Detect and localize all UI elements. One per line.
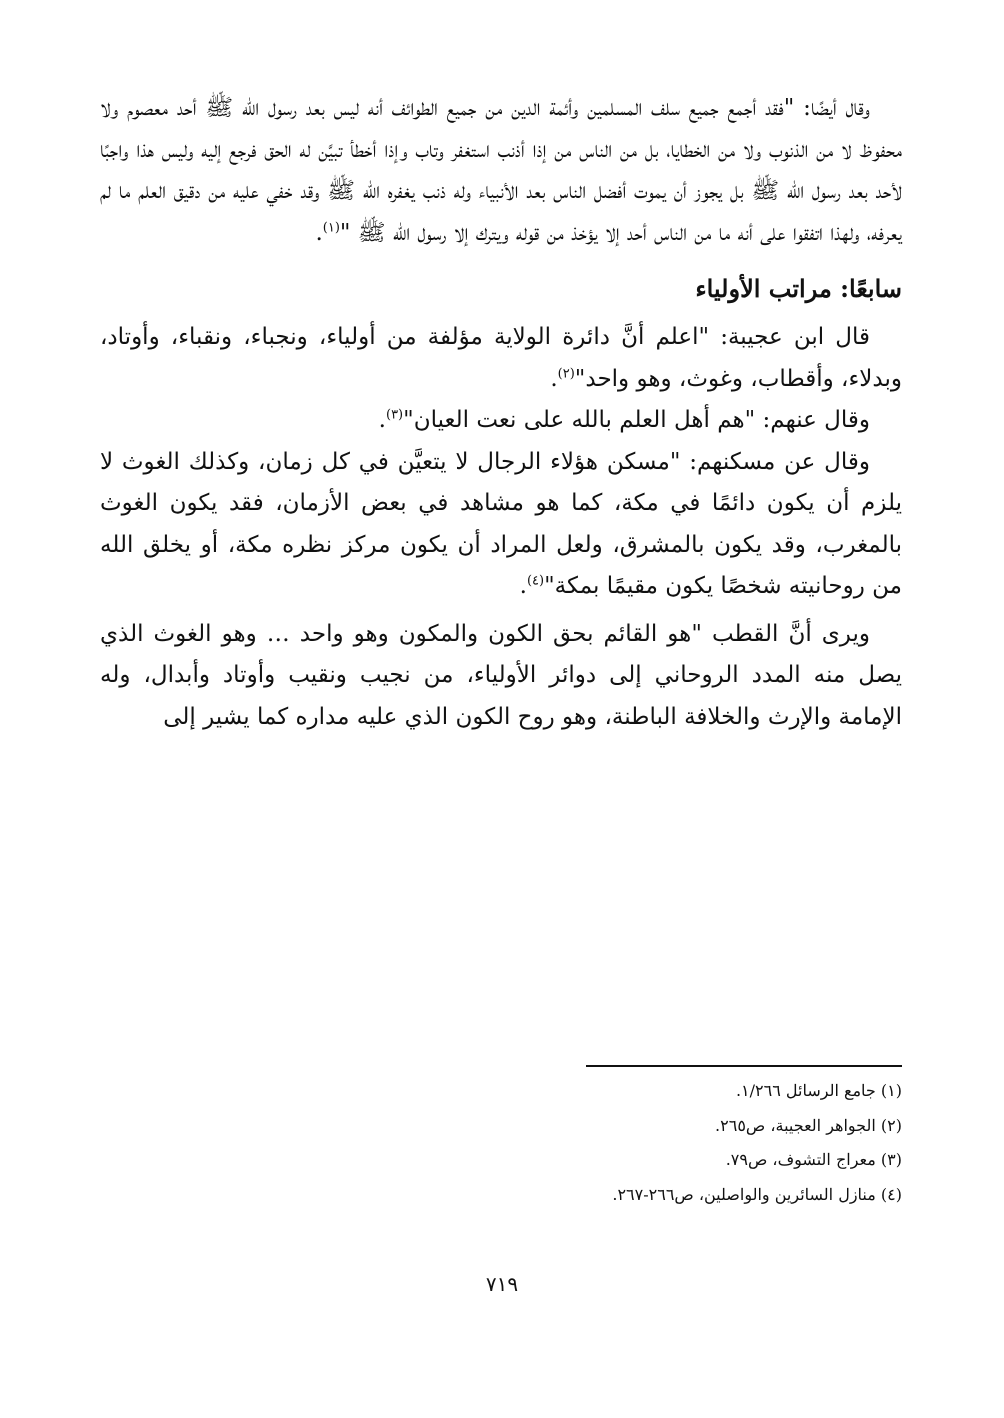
section-heading: سابعًا: مراتب الأولياء <box>695 274 902 303</box>
footnote-ref-3[interactable]: (٣) <box>385 407 404 423</box>
footnote-ref-1[interactable]: (١) <box>322 219 340 235</box>
paragraph-4-text: وقال عن مسكنهم: "مسكن هؤلاء الرجال لا يتعيَّن في كل زمان، وكذلك الغوث لا يلزم أن يكون دائمًا في مكة، كما هو مشاهد في بعض الأزمان، فقد يكون الغوث بالمغرب، وقد يكون بالمشرق، ولعل المراد أن يكون مركز نظره مكة، أو يخلق الله من روحانيته شخصًا يكون مقيمًا بمكة" <box>100 448 902 599</box>
paragraph-3-text: وقال عنهم: "هم أهل العلم بالله على نعت العيان" <box>403 407 870 433</box>
footnote-ref-4[interactable]: (٤) <box>526 573 545 589</box>
paragraph-3: وقال عنهم: "هم أهل العلم بالله على نعت العيان"$^{(٣)}$. <box>378 407 870 433</box>
footnotes <box>100 1074 902 1212</box>
footnote-ref-2[interactable]: (٢) <box>557 365 575 381</box>
paragraph-5: ويرى أنَّ القطب "هو القائم بحق الكون والمكون وهو واحد … وهو الغوث الذي يصل منه المدد الروحاني إلى دوائر الأولياء، من نجيب ونقيب وأوتاد وأبدال، وله الإمامة والإرث والخلافة الباطنة، وهو روح الكون الذي عليه مداره كما يشير إلى <box>100 620 902 730</box>
page-number: ٧١٩ <box>485 1272 519 1296</box>
footnote-4: (٤) منازل السائرين والواصلين، ص٢٦٦-٢٦٧. <box>612 1184 902 1204</box>
footnote-1: (١) جامع الرسائل ١/٢٦٦. <box>735 1081 902 1100</box>
paragraph-2: قال ابن عجيبة: "اعلم أنَّ دائرة الولاية مؤلفة من أولياء، ونجباء، ونقباء، وأوتاد، وبدلاء، وأقطاب، وغوث، وهو واحد"$^{(٢)}$. <box>100 324 902 392</box>
footnote-3: (٣) معراج التشوف، ص٧٩. <box>725 1150 902 1169</box>
paragraph-2-text: قال ابن عجيبة: "اعلم أنَّ دائرة الولاية مؤلفة من أولياء، ونجباء، ونقباء، وأوتاد، وبدلاء، وأقطاب، وغوث، وهو واحد" <box>100 324 902 392</box>
footnote-2: (٢) الجواهر العجيبة، ص٢٦٥. <box>715 1115 902 1135</box>
footnote-divider <box>586 1065 902 1067</box>
paragraph-4: وقال عن مسكنهم: "مسكن هؤلاء الرجال لا يتعيَّن في كل زمان، وكذلك الغوث لا يلزم أن يكون دائمًا في مكة، كما هو مشاهد في بعض الأزمان، فقد يكون الغوث بالمغرب، وقد يكون بالمشرق، ولعل المراد أن يكون مركز نظره مكة، أو يخلق الله من روحانيته شخصًا يكون مقيمًا بمكة"$^{(٤)}$. <box>100 448 902 599</box>
paragraph-1: وقال أيضًا: "فقد أجمع جميع سلف المسلمين وأئمة الدين من جميع الطوائف أنه ليس بعد رسول الله ﷺ أحد معصوم ولا محفوظ لا من الذنوب ولا من الخطايا، بل من الناس من إذا أذنب استغفر وتاب وإذا أخطأ تبيَّن له الحق فرجع إليه وليس هذا واجبًا لأحد بعد رسول الله ﷺ بل يجوز أن يموت أفضل الناس بعد الأنبياء وله ذنب يغفره الله ﷺ وقد خفي عليه من دقيق العلم ما لم يعرفه، ولهذا اتفقوا على أنه ما من الناس أحد إلا يؤخذ من قوله ويترك إلا رسول الله ﷺ "$^{(١)}$. <box>100 95 902 246</box>
paragraph-1-text: وقال أيضًا: "فقد أجمع جميع سلف المسلمين وأئمة الدين من جميع الطوائف أنه ليس بعد رسول الله ﷺ أحد معصوم ولا محفوظ لا من الذنوب ولا من الخطايا، بل من الناس من إذا أذنب استغفر وتاب وإذا أخطأ تبيَّن له الحق فرجع إليه وليس هذا واجبًا لأحد بعد رسول الله ﷺ بل يجوز أن يموت أفضل الناس بعد الأنبياء وله ذنب يغفره الله ﷺ وقد خفي عليه من دقيق العلم ما لم يعرفه، ولهذا اتفقوا على أنه ما من الناس أحد إلا يؤخذ من قوله ويترك إلا رسول الله ﷺ " <box>100 95 902 246</box>
page-body <box>100 88 902 738</box>
